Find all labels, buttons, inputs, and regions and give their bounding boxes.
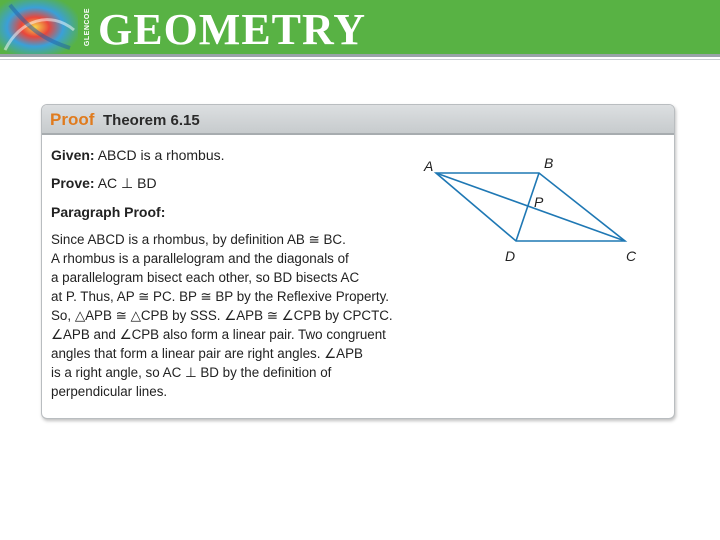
brand-title: GEOMETRY xyxy=(98,5,367,54)
proof-line: angles that form a linear pair are right angles. ∠APB xyxy=(51,346,363,361)
proof-line: ∠APB and ∠CPB also form a linear pair. Two congruent xyxy=(51,327,386,342)
prove-text: AC ⊥ BD xyxy=(97,175,157,191)
proof-line: A rhombus is a parallelogram and the diagonals of xyxy=(51,251,349,266)
vertex-label-d: D xyxy=(505,248,516,264)
proof-line: is a right angle, so AC ⊥ BD by the definition of xyxy=(51,365,332,380)
prove-label: Prove: xyxy=(51,175,95,191)
theorem-title: Theorem 6.15 xyxy=(103,112,200,129)
header-divider xyxy=(0,54,720,57)
vertex-label-c: C xyxy=(626,248,637,264)
paragraph-proof-body xyxy=(51,230,401,401)
given-label: Given: xyxy=(51,147,95,163)
header-banner xyxy=(0,0,720,54)
proof-panel xyxy=(41,104,675,419)
proof-line: Since ABCD is a rhombus, by definition AB ≅ BC. xyxy=(51,232,346,247)
proof-line: at P. Thus, AP ≅ PC. BP ≅ BP by the Reflexive Property. xyxy=(51,289,390,304)
rhombus-figure xyxy=(417,151,647,271)
vertex-label-a: A xyxy=(424,158,434,174)
proof-line: So, △APB ≅ △CPB by SSS. ∠APB ≅ ∠CPB by CPCTC. xyxy=(51,308,393,323)
paragraph-proof-row xyxy=(51,204,165,220)
given-text: ABCD is a rhombus. xyxy=(97,147,225,163)
header-divider-thin xyxy=(0,59,720,60)
prove-row xyxy=(51,175,157,192)
diagonal-ac xyxy=(436,173,625,241)
paragraph-proof-label: Paragraph Proof: xyxy=(51,204,166,220)
proof-line: perpendicular lines. xyxy=(51,384,168,399)
proof-line: a parallelogram bisect each other, so BD bisects AC xyxy=(51,270,360,285)
vertex-label-p: P xyxy=(534,194,544,210)
vertex-label-b: B xyxy=(544,155,554,171)
proof-panel-header xyxy=(42,105,674,135)
proof-tag: Proof xyxy=(50,110,95,129)
publisher-label: GLENCOE xyxy=(83,7,91,47)
given-row xyxy=(51,147,225,163)
